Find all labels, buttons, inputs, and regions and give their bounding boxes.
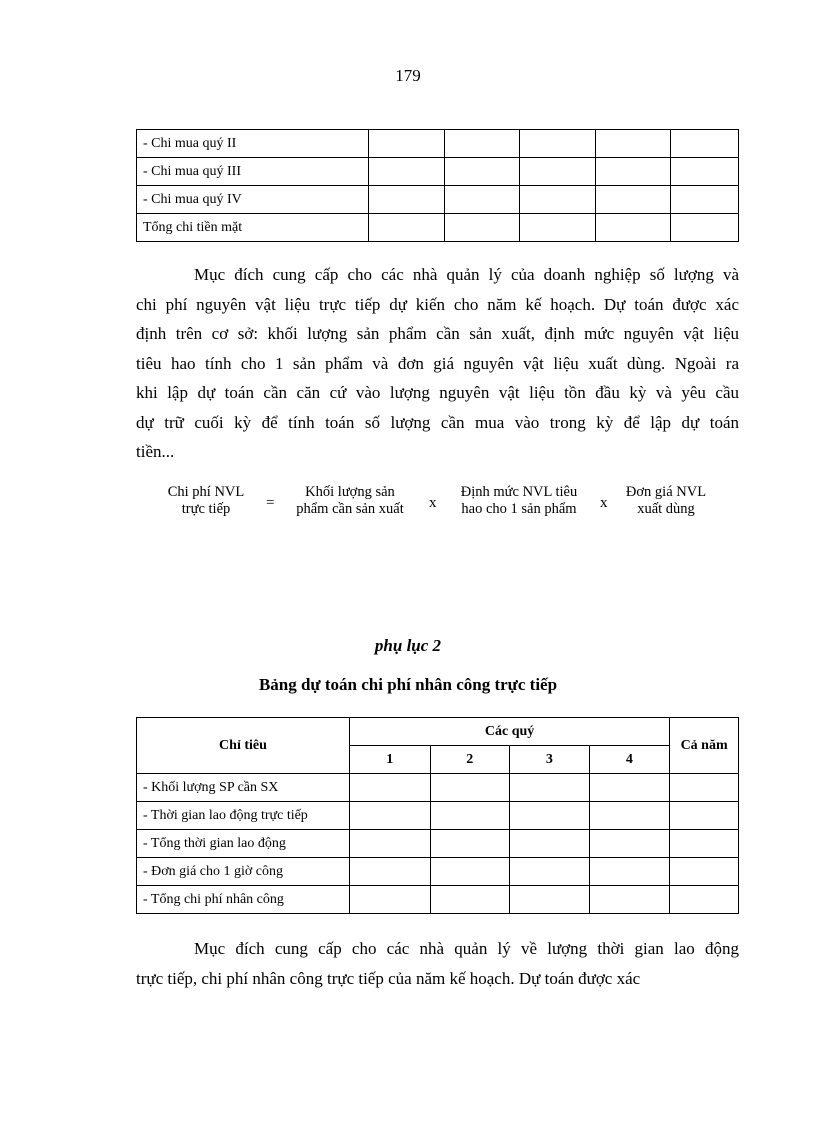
cash-payment-table	[136, 129, 739, 242]
paragraph-line: dự trữ cuối kỳ để tính toán số lượng cần mua vào trong kỳ để lập dự toán	[136, 412, 739, 432]
row-label: - Đơn giá cho 1 giờ công	[137, 858, 350, 886]
paragraph-line: tiền...	[136, 442, 175, 461]
paragraph-labor-cost	[136, 934, 739, 993]
header-quarter: 1	[349, 746, 430, 774]
table-header-row	[137, 718, 739, 746]
cost-formula	[0, 484, 816, 524]
paragraph-line: tiêu hao tính cho 1 sản phẩm và đơn giá nguyên vật liệu xuất dùng. Ngoài ra	[136, 353, 739, 373]
paragraph-line: khi lập dự toán cần căn cứ vào lượng nguyên vật liệu tồn đầu kỳ và yêu cầu	[136, 383, 739, 402]
paragraph-line: Mục đích cung cấp cho các nhà quản lý của doanh nghiệp số lượng và	[194, 265, 739, 284]
table-title: Bảng dự toán chi phí nhân công trực tiếp	[258, 675, 558, 694]
header-quarters: Các quý	[349, 718, 669, 746]
table-row	[137, 802, 739, 830]
row-label: - Chi mua quý IV	[137, 186, 369, 214]
row-label: - Tổng thời gian lao động	[137, 830, 350, 858]
table-row	[137, 158, 739, 186]
multiply-sign: x	[429, 495, 437, 511]
formula-term-quantity: Khối lượng sản phẩm cần sản xuất	[296, 484, 404, 517]
equals-sign: =	[266, 495, 275, 511]
table-row	[137, 214, 739, 242]
paragraph-line: Mục đích cung cấp cho các nhà quản lý về lượng thời gian lao động	[194, 939, 739, 958]
header-year: Cả năm	[670, 718, 739, 774]
paragraph-line: chi phí nguyên vật liệu trực tiếp dự kiến cho năm kế hoạch. Dự toán được xác	[136, 294, 739, 314]
row-label: - Chi mua quý II	[137, 130, 369, 158]
row-label: - Chi mua quý III	[137, 158, 369, 186]
formula-term-norm: Định mức NVL tiêu hao cho 1 sản phẩm	[460, 484, 578, 517]
table-row	[137, 858, 739, 886]
formula-result: Chi phí NVL trực tiếp	[167, 484, 245, 517]
row-label: - Thời gian lao động trực tiếp	[137, 802, 350, 830]
row-label: - Tổng chi phí nhân công	[137, 886, 350, 914]
table-row	[137, 130, 739, 158]
header-quarter: 3	[510, 746, 590, 774]
row-label: - Khối lượng SP cần SX	[137, 774, 350, 802]
table-row	[137, 830, 739, 858]
appendix-title: phụ lục 2	[374, 636, 442, 655]
row-label: Tổng chi tiền mặt	[137, 214, 369, 242]
header-quarter: 4	[589, 746, 670, 774]
header-quarter: 2	[430, 746, 510, 774]
paragraph-line: trực tiếp, chi phí nhân công trực tiếp của năm kế hoạch. Dự toán được xác	[136, 968, 641, 988]
table-row	[137, 886, 739, 914]
multiply-sign: x	[600, 495, 608, 511]
table-row	[137, 186, 739, 214]
labor-cost-table	[136, 717, 739, 914]
table-row	[137, 774, 739, 802]
paragraph-line: định trên cơ sở: khối lượng sản phẩm cần sản xuất, định mức nguyên vật liệu	[136, 324, 739, 343]
header-indicator: Chỉ tiêu	[137, 718, 350, 774]
paragraph-material-cost	[136, 260, 739, 467]
formula-term-price: Đơn giá NVL xuất dùng	[625, 484, 707, 517]
page-number: 179	[395, 66, 421, 85]
